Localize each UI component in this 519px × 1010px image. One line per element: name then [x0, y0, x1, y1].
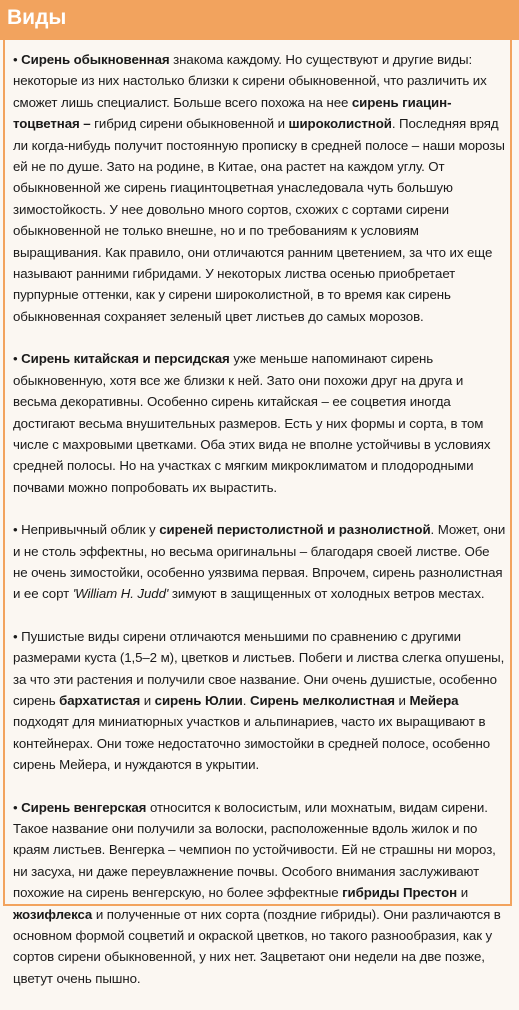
- paragraph: [13, 797, 507, 990]
- text-segment: •: [13, 799, 22, 815]
- text-segment: и: [394, 692, 410, 708]
- text-segment: •: [13, 52, 22, 67]
- bold-term: Сирень венгерская: [21, 799, 147, 815]
- text-segment: .: [242, 692, 250, 708]
- text-segment: . Может, они и не столь эффектны, но весьма оригинальны – благодаря своей листве. Обе не очень зимостойки, особенно уязвима первая. Впрочем, сирень разнолистная и ее сорт: [13, 522, 506, 602]
- bold-term: сирень гиацин-тоцветная –: [13, 94, 452, 132]
- bold-term: Сирень мелколистная: [249, 692, 395, 708]
- text-segment: подходят для миниатюрных участков и альпинариев, часто их выращивают в контейнерах. Они тоже недостаточно зимостойки в средней полосе, особенно сирень Мейера, и нуждаются в укрытии.: [13, 714, 491, 773]
- article-body: [13, 49, 507, 1010]
- text-segment: •: [13, 351, 22, 367]
- text-segment: и: [140, 692, 155, 708]
- text-segment: зимуют в защищенных от холодных ветров местах.: [168, 586, 485, 602]
- section-title: Виды: [7, 6, 67, 29]
- text-segment: • Непривычный облик у: [13, 522, 160, 538]
- bold-term: бархатистая: [59, 692, 141, 708]
- bold-term: сирень Юлии: [154, 692, 243, 708]
- bold-term: сиреней перистолистной и разнолистной: [159, 522, 431, 538]
- text-segment: и полученные от них сорта (поздние гибриды). Они различаются в основном формой соцветий и окраской цветков, но такого разнообразия, как у сортов сирени обыкновенной, у них нет. Зацветают они недели на две позже, цветут очень пышно.: [13, 906, 501, 986]
- text-segment: . Последняя вряд ли когда-нибудь получит постоянную прописку в средней полосе – наши морозы ей не по душе. Зато на родине, в Китае, она растет на каждом углу. От обыкновенной же сирень гиацинтоцветная унаследовала чуть большую зимостойкость. У нее довольно много сортов, схожих с сортами сирени обыкновенной не только внешне, но и по требованиям к условиям выращивания. Как правило, они отличаются ранним цветением, за что их еще называют ранними гибридами. У некоторых листва осенью приобретает пурпурные оттенки, как у сирени широколистной, в то время как сирень обыкновенная сохраняет зеленый цвет листьев до самых морозов.: [13, 116, 505, 324]
- paragraph: [13, 348, 507, 498]
- bold-term: жозифлекса: [13, 906, 93, 922]
- text-segment: уже меньше напоминают сирень обыкновенную, хотя все же близки к ней. Зато они похожи друг на друга и весьма декоративны. Особенно сирень китайская – ее соцветия иногда достигают весьма внушительных размеров. Есть у них формы и сорта, в том числе с махровыми цветками. Оба этих вида не вполне устойчивы в условиях средней полосы. Но на участках с мягким микроклиматом и плодородными почвами можно попробовать их вырастить.: [13, 351, 491, 495]
- text-segment: знакома каждому. Но существуют и другие виды: некоторые из них настолько близки к сирени обыкновенной, что различить их сможет лишь специалист. Больше всего похожа на нее: [13, 52, 487, 110]
- paragraph: [13, 626, 507, 776]
- text-segment: • Пушистые виды сирени отличаются меньшими по сравнению с другими размерами куста (1,5–2 м), цветков и листьев. Побеги и листва слегка опушены, за что эти растения и получили свое название. Они очень душистые, особенно сирень: [13, 628, 505, 708]
- bold-term: Сирень обыкновенная: [21, 52, 170, 67]
- cultivar-name: 'William H. Judd': [72, 586, 169, 602]
- paragraph: [13, 49, 507, 327]
- bold-term: гибриды Престон: [342, 885, 458, 901]
- bold-term: широколистной: [288, 116, 392, 132]
- paragraph: [13, 519, 507, 605]
- text-segment: и: [457, 885, 469, 901]
- text-segment: относится к волосистым, или мохнатым, видам сирени. Такое название они получили за волоски, расположенные вдоль жилок и по краям листьев. Венгерка – чемпион по устойчивости. Ей не страшны ни мороз, ни засуха, ни даже переувлажнение почвы. Особого внимания заслуживают похожие на сирень венгерскую, но более эффектные: [13, 799, 496, 901]
- section-header: [0, 0, 519, 40]
- bold-term: Сирень китайская и персидская: [21, 351, 230, 367]
- text-segment: гибрид сирени обыкновенной и: [94, 116, 289, 132]
- bold-term: Мейера: [409, 692, 459, 708]
